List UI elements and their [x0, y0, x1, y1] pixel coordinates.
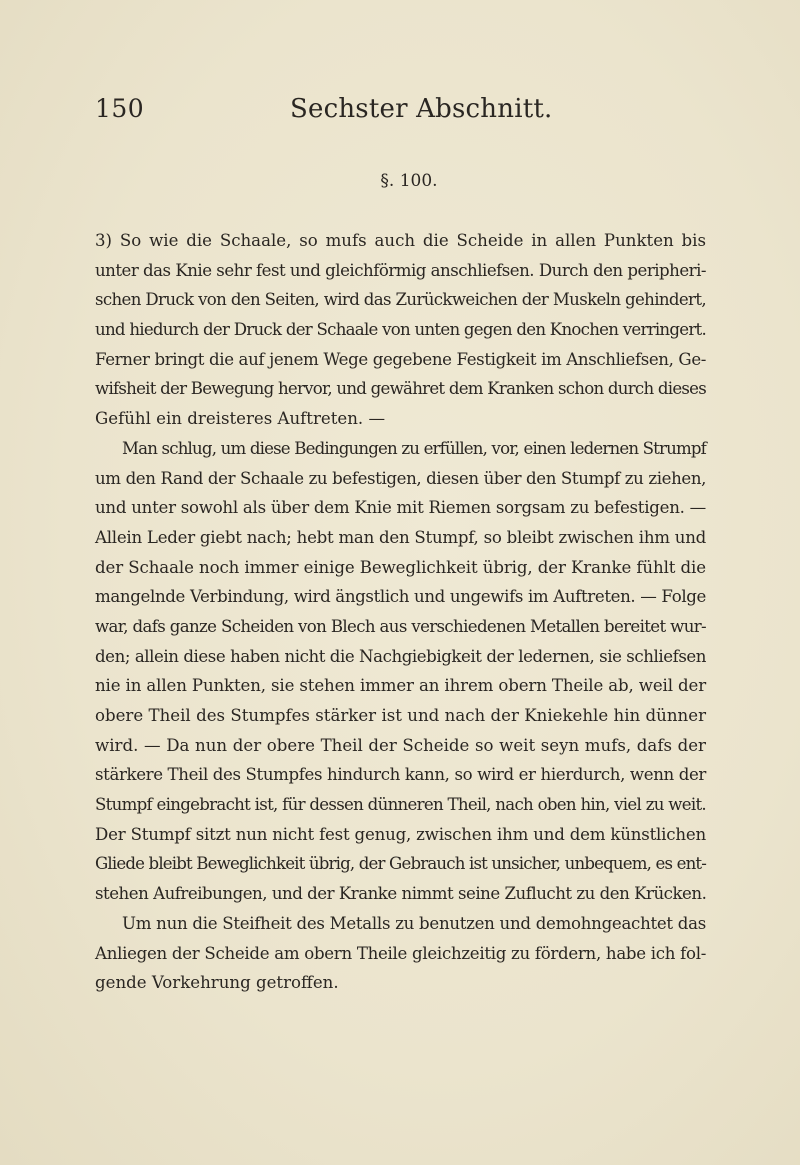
text-line: und unter sowohl als über dem Knie mit Riemen sorgsam zu befestigen. —: [95, 498, 706, 518]
chapter-title: Sechster Abschnitt.: [290, 94, 553, 124]
running-head: [0, 94, 800, 134]
text-line: nie in allen Punkten, sie stehen immer an ihrem obern Theile ab, weil der: [95, 676, 707, 696]
text-line: stehen Aufreibungen, und der Kranke nimmt seine Zuflucht zu den Krücken.: [95, 884, 707, 904]
text-line: stärkere Theil des Stumpfes hindurch kann, so wird er hierdurch, wenn der: [95, 765, 706, 785]
text-line: Ferner bringt die auf jenem Wege gegebene Festigkeit im Anschliefsen, Ge-: [95, 349, 707, 369]
text-line: Der Stumpf sitzt nun nicht fest genug, zwischen ihm und dem künstlichen: [95, 824, 707, 844]
text-line: Gefühl ein dreisteres Auftreten. —: [95, 409, 386, 429]
text-line: und hiedurch der Druck der Schaale von unten gegen den Knochen verringert.: [95, 320, 706, 340]
section-heading: §. 100.: [380, 171, 438, 191]
text-line: schen Druck von den Seiten, wird das Zurückweichen der Muskeln gehindert,: [95, 290, 706, 310]
text-line: wifsheit der Bewegung hervor, und gewähret dem Kranken schon durch dieses: [95, 379, 707, 399]
text-line: obere Theil des Stumpfes stärker ist und nach der Kniekehle hin dünner: [95, 706, 706, 725]
text-line: mangelnde Verbindung, wird ängstlich und ungewifs im Auftreten. — Folge: [95, 587, 707, 607]
body-text: [95, 226, 706, 998]
text-line: Man schlug, um diese Bedingungen zu erfüllen, vor, einen ledernen Strumpf: [122, 438, 706, 458]
text-line: gende Vorkehrung getroffen.: [95, 973, 339, 993]
text-line: war, dafs ganze Scheiden von Blech aus verschiedenen Metallen bereitet wur-: [95, 616, 706, 636]
text-line: Gliede bleibt Beweglichkeit übrig, der Gebrauch ist unsicher, unbequem, es ent-: [95, 854, 707, 874]
text-line: Allein Leder giebt nach; hebt man den Stumpf, so bleibt zwischen ihm und: [95, 527, 706, 547]
text-line: der Schaale noch immer einige Beweglichkeit übrig, der Kranke fühlt die: [95, 557, 706, 577]
text-line: Stumpf eingebracht ist, für dessen dünneren Theil, nach oben hin, viel zu weit.: [95, 795, 707, 815]
text-line: wird. — Da nun der obere Theil der Scheide so weit seyn mufs, dafs der: [95, 735, 706, 755]
text-line: Um nun die Steifheit des Metalls zu benutzen und demohngeachtet das: [122, 913, 706, 933]
text-line: um den Rand der Schaale zu befestigen, diesen über den Stumpf zu ziehen,: [95, 468, 707, 488]
text-line: 3) So wie die Schaale, so mufs auch die Scheide in allen Punkten bis: [95, 231, 706, 250]
page-number: 150: [95, 94, 145, 123]
text-line: Anliegen der Scheide am obern Theile gleichzeitig zu fördern, habe ich fol-: [95, 943, 707, 963]
text-line: den; allein diese haben nicht die Nachgiebigkeit der ledernen, sie schliefsen: [95, 646, 707, 666]
text-line: unter das Knie sehr fest und gleichförmig anschliefsen. Durch den peripheri-: [95, 260, 706, 280]
